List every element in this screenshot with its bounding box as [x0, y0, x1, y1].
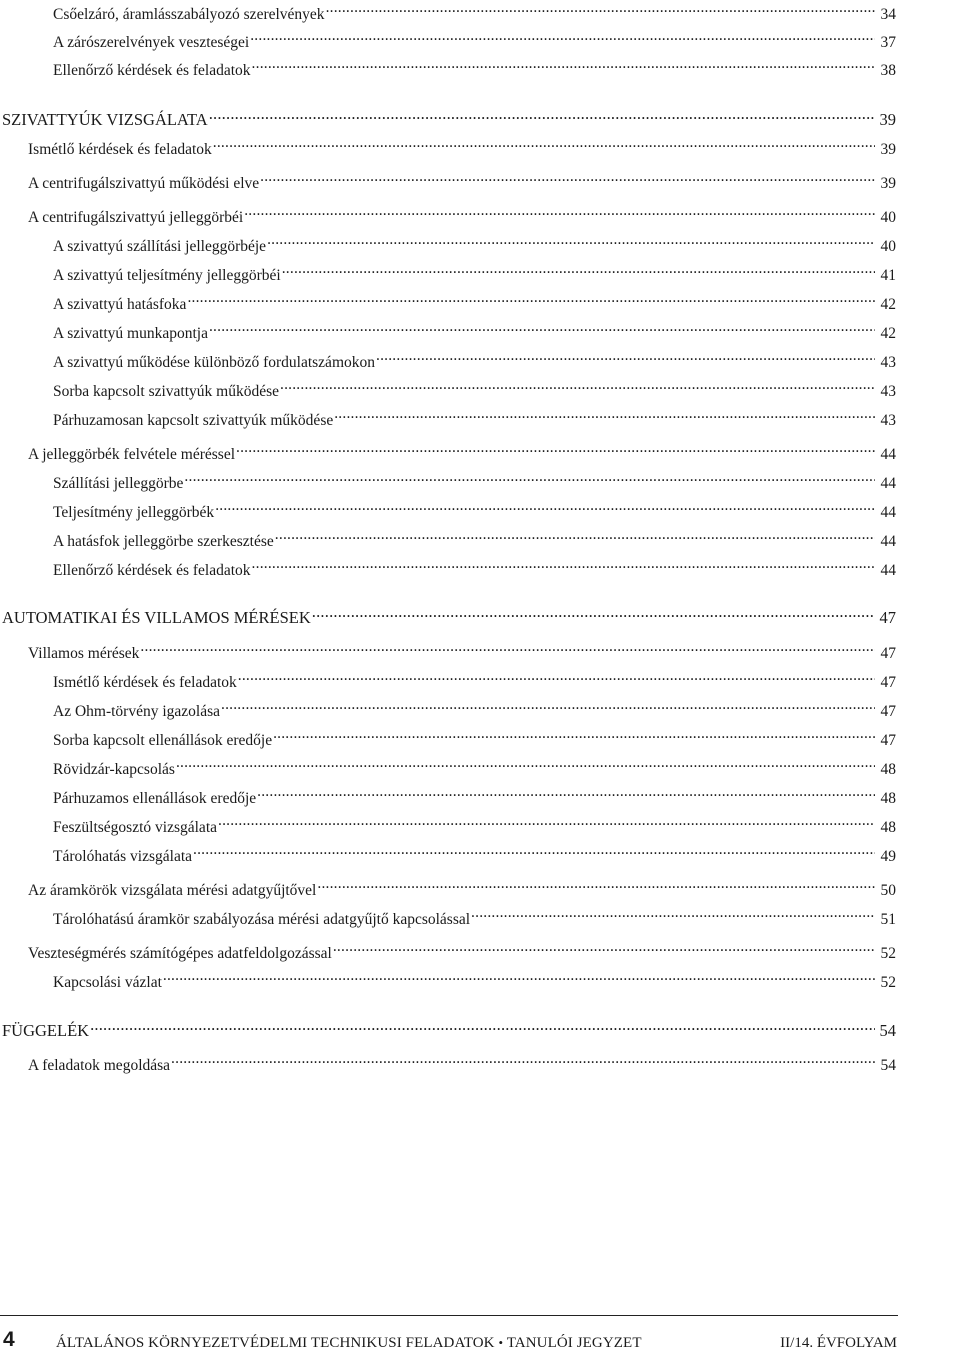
toc-dot-leader [260, 166, 875, 188]
toc-entry-page: 52 [880, 945, 896, 962]
toc-entry-title: A feladatok megoldása [28, 1057, 171, 1074]
toc-entry-title: A centrifugálszivattyú működési elve [28, 175, 260, 192]
toc-entry[interactable] [53, 316, 896, 342]
toc-entry-page: 48 [880, 761, 896, 778]
toc-entry[interactable] [53, 345, 896, 371]
toc-entry-page: 50 [880, 882, 896, 899]
bullet-icon: • [498, 1335, 504, 1350]
toc-entry-title: Ismétlő kérdések és feladatok [53, 674, 237, 691]
footer-publication-title [56, 1334, 642, 1352]
toc-entry[interactable] [53, 694, 896, 720]
toc-dot-leader [209, 316, 875, 338]
toc-entry-page: 54 [879, 1021, 896, 1040]
toc-entry-title: A hatásfok jelleggörbe szerkesztése [53, 533, 274, 550]
toc-entry-title: A szivattyú működése különböző fordulatszámokon [53, 354, 375, 371]
toc-entry-page: 47 [879, 608, 896, 627]
toc-entry-page: 39 [879, 110, 896, 129]
toc-entry[interactable] [53, 25, 896, 51]
toc-entry-title: Az áramkörök vizsgálata mérési adatgyűjtővel [28, 882, 317, 899]
toc-entry-page: 44 [880, 504, 896, 521]
toc-dot-leader [317, 873, 875, 895]
toc-dot-leader [221, 694, 875, 716]
toc-entry-page: 44 [880, 446, 896, 463]
toc-entry-page: 48 [880, 819, 896, 836]
toc-entry[interactable] [53, 524, 896, 550]
toc-dot-leader [333, 936, 875, 958]
toc-entry-page: 47 [880, 732, 896, 749]
toc-entry-title: AUTOMATIKAI ÉS VILLAMOS MÉRÉSEK [2, 608, 311, 627]
toc-entry-page: 44 [880, 533, 896, 550]
toc-section-heading[interactable] [2, 601, 896, 627]
page-footer [0, 1312, 960, 1352]
toc-entry-title: Teljesítmény jelleggörbék [53, 504, 215, 521]
footer-page-number: 4 [3, 1328, 15, 1351]
toc-entry-title: Veszteségmérés számítógépes adatfeldolgozással [28, 945, 332, 962]
toc-dot-leader [376, 345, 875, 367]
toc-dot-leader [140, 636, 875, 658]
toc-entry[interactable] [28, 200, 896, 226]
toc-entry[interactable] [53, 403, 896, 429]
toc-entry-title: Ellenőrző kérdések és feladatok [53, 562, 251, 579]
toc-entry-title: Párhuzamosan kapcsolt szivattyúk működése [53, 412, 334, 429]
toc-entry-title: Tárolóhatás vizsgálata [53, 848, 193, 865]
toc-entry[interactable] [53, 53, 896, 79]
toc-entry-page: 39 [880, 141, 896, 158]
toc-entry-title: Sorba kapcsolt ellenállások eredője [53, 732, 273, 749]
toc-entry-page: 44 [880, 475, 896, 492]
toc-entry[interactable] [53, 752, 896, 778]
toc-entry[interactable] [53, 0, 896, 23]
toc-entry[interactable] [53, 902, 896, 928]
toc-entry-title: FÜGGELÉK [2, 1021, 90, 1040]
toc-entry-title: Feszültségosztó vizsgálata [53, 819, 217, 836]
toc-dot-leader [187, 287, 875, 309]
toc-entry[interactable] [28, 1048, 896, 1074]
toc-entry-title: Szállítási jelleggörbe [53, 475, 184, 492]
toc-entry-title: Sorba kapcsolt szivattyúk működése [53, 383, 279, 400]
toc-entry-page: 52 [880, 974, 896, 991]
toc-dot-leader [280, 374, 875, 396]
toc-entry[interactable] [28, 437, 896, 463]
toc-entry-page: 42 [880, 296, 896, 313]
toc-entry[interactable] [53, 781, 896, 807]
toc-dot-leader [250, 25, 875, 47]
toc-entry-page: 47 [880, 703, 896, 720]
toc-entry-title: A szivattyú teljesítmény jelleggörbéi [53, 267, 281, 284]
toc-entry-title: A szivattyú munkapontja [53, 325, 208, 342]
toc-entry-title: Az Ohm-törvény igazolása [53, 703, 220, 720]
toc-entry-page: 51 [880, 911, 896, 928]
toc-entry-page: 40 [880, 209, 896, 226]
footer-grade: II/14. ÉVFOLYAM [780, 1335, 897, 1351]
toc-entry-title: A centrifugálszivattyú jelleggörbéi [28, 209, 244, 226]
toc-entry-page: 38 [880, 62, 896, 79]
toc-entry-title: Párhuzamos ellenállások eredője [53, 790, 257, 807]
toc-entry[interactable] [28, 873, 896, 899]
toc-entry-title: A zárószerelvények veszteségei [53, 34, 250, 51]
toc-entry-page: 43 [880, 383, 896, 400]
toc-entry[interactable] [28, 636, 896, 662]
toc-section-heading[interactable] [2, 1014, 896, 1040]
footer-title-left: ÁLTALÁNOS KÖRNYEZETVÉDELMI TECHNIKUSI FELADATOK [56, 1335, 495, 1351]
toc-entry[interactable] [53, 258, 896, 284]
toc-dot-leader [90, 1014, 875, 1036]
toc-entry-title: A szivattyú szállítási jelleggörbéje [53, 238, 267, 255]
toc-entry-title: Kapcsolási vázlat [53, 974, 162, 991]
toc-entry[interactable] [53, 965, 896, 991]
toc-dot-leader [215, 495, 875, 517]
toc-entry-title: Ellenőrző kérdések és feladatok [53, 62, 251, 79]
toc-entry[interactable] [53, 839, 896, 865]
toc-entry[interactable] [28, 166, 896, 192]
toc-entry-title: Villamos mérések [28, 645, 140, 662]
toc-entry-page: 47 [880, 645, 896, 662]
toc-dot-leader [252, 53, 875, 75]
toc-entry[interactable] [53, 374, 896, 400]
toc-entry[interactable] [53, 553, 896, 579]
toc-entry-page: 37 [880, 34, 896, 51]
toc-dot-leader [282, 258, 875, 280]
toc-entry-page: 47 [880, 674, 896, 691]
toc-dot-leader [471, 902, 875, 924]
toc-entry[interactable] [53, 810, 896, 836]
toc-entry-page: 43 [880, 412, 896, 429]
toc-entry[interactable] [53, 495, 896, 521]
toc-entry[interactable] [53, 665, 896, 691]
toc-entry-page: 44 [880, 562, 896, 579]
toc-entry[interactable] [28, 132, 896, 158]
toc-dot-leader [218, 810, 875, 832]
toc-dot-leader [267, 229, 875, 251]
toc-entry[interactable] [28, 936, 896, 962]
toc-dot-leader [163, 965, 875, 987]
toc-entry-page: 34 [880, 6, 896, 23]
toc-entry-title: Ismétlő kérdések és feladatok [28, 141, 212, 158]
toc-entry-page: 54 [880, 1057, 896, 1074]
toc-entry-page: 42 [880, 325, 896, 342]
toc-entry-title: SZIVATTYÚK VIZSGÁLATA [2, 110, 208, 129]
toc-entry[interactable] [53, 723, 896, 749]
toc-dot-leader [275, 524, 875, 546]
toc-dot-leader [244, 200, 875, 222]
footer-title-right: TANULÓI JEGYZET [506, 1335, 642, 1351]
toc-dot-leader [176, 752, 875, 774]
toc-dot-leader [252, 553, 875, 575]
toc-dot-leader [326, 0, 875, 19]
toc-entry-title: Rövidzár-kapcsolás [53, 761, 175, 778]
toc-dot-leader [193, 839, 875, 861]
toc-dot-leader [209, 103, 875, 125]
footer-divider [0, 1315, 898, 1316]
toc-dot-leader [184, 466, 875, 488]
toc-dot-leader [238, 665, 875, 687]
toc-entry-title: Tárolóhatású áramkör szabályozása mérési adatgyűjtő kapcsolással [53, 911, 471, 928]
toc-dot-leader [273, 723, 875, 745]
toc-dot-leader [213, 132, 875, 154]
toc-entry-title: A szivattyú hatásfoka [53, 296, 187, 313]
toc-dot-leader [334, 403, 875, 425]
toc-entry-page: 40 [880, 238, 896, 255]
toc-entry-title: Csőelzáró, áramlásszabályozó szerelvények [53, 6, 325, 23]
toc-entry[interactable] [53, 229, 896, 255]
toc-entry-page: 39 [880, 175, 896, 192]
toc-dot-leader [312, 601, 875, 623]
toc-dot-leader [236, 437, 875, 459]
toc-dot-leader [257, 781, 875, 803]
toc-entry-page: 41 [880, 267, 896, 284]
toc-entry-title: A jelleggörbék felvétele méréssel [28, 446, 236, 463]
toc-section-heading[interactable] [2, 103, 896, 129]
toc-entry[interactable] [53, 466, 896, 492]
toc-entry-page: 43 [880, 354, 896, 371]
toc-entry[interactable] [53, 287, 896, 313]
toc-dot-leader [171, 1048, 875, 1070]
toc-entry-page: 48 [880, 790, 896, 807]
toc-entry-page: 49 [880, 848, 896, 865]
